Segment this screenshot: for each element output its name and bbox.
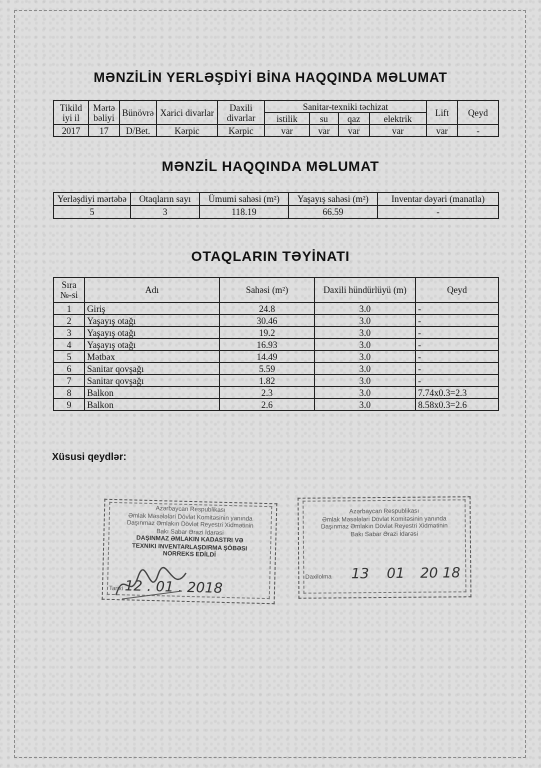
header-outer-walls: Xarici divarlar — [157, 101, 218, 125]
special-notes-label: Xüsusi qeydlər: — [52, 452, 127, 463]
header-inner-walls: Daxili divarlar — [218, 101, 265, 125]
stamp-left-line6: TEXNIKI INVENTARLAŞDIRMA ŞÖBƏSI — [131, 541, 248, 553]
header-basement: Bünövrə — [120, 101, 157, 125]
header-electric: elektrik — [369, 113, 426, 125]
cell-basement: D/Bet. — [120, 125, 157, 137]
stamp-right-day: 13 — [351, 565, 370, 582]
cell-name: Yaşayış otağı — [85, 327, 220, 339]
cell-lift: var — [427, 125, 458, 137]
cell-area: 16.93 — [220, 339, 315, 351]
cell-area: 14.49 — [220, 351, 315, 363]
building-info-table — [53, 100, 499, 137]
cell-inner-walls: Kərpic — [218, 125, 265, 137]
apartment-info-table — [53, 192, 499, 219]
cell-year: 2017 — [54, 125, 89, 137]
cell-name: Balkon — [85, 387, 220, 399]
stamp-left-line5: DAŞINMAZ ƏMLAKIN KADASTRI VƏ — [136, 534, 244, 545]
table-row — [54, 125, 499, 137]
table-row — [54, 206, 499, 219]
header-heating: istilik — [265, 113, 310, 125]
cell-heating: var — [265, 125, 310, 137]
cell-note: - — [416, 339, 499, 351]
signature-mark — [112, 565, 192, 605]
table-row — [54, 399, 499, 411]
cell-note: - — [416, 303, 499, 315]
cell-no: 5 — [54, 351, 85, 363]
cell-name: Balkon — [85, 399, 220, 411]
cell-height: 3.0 — [315, 375, 416, 387]
cell-water: var — [309, 125, 338, 137]
cell-name: Giriş — [85, 303, 220, 315]
header-sanitary: Sanitar-texniki təchizat — [265, 101, 427, 113]
apartment-info-title: MƏNZİL HAQQINDA MƏLUMAT — [161, 158, 380, 174]
cell-electric: var — [369, 125, 426, 137]
header-floor: Yerləşdiyi mərtəbə — [54, 193, 131, 206]
cell-area: 2.6 — [220, 399, 315, 411]
header-total-area: Ümumi sahəsi (m²) — [200, 193, 289, 206]
registry-stamp-right — [298, 496, 472, 599]
cell-area: 19.2 — [220, 327, 315, 339]
building-info-title: MƏNZİLİN YERLƏŞDİYİ BİNA HAQQINDA MƏLUMAT — [93, 70, 448, 85]
cell-area: 24.8 — [220, 303, 315, 315]
cell-name: Mətbəx — [85, 351, 220, 363]
cell-note: - — [458, 125, 499, 137]
header-note: Qeyd — [416, 278, 499, 303]
cell-name: Sanitar qovşağı — [85, 375, 220, 387]
cell-height: 3.0 — [315, 363, 416, 375]
cell-note: - — [416, 315, 499, 327]
cell-area: 5.59 — [220, 363, 315, 375]
header-water: su — [309, 113, 338, 125]
stamp-right-month: 01 — [386, 565, 405, 582]
cell-height: 3.0 — [315, 351, 416, 363]
cell-area: 1.82 — [220, 375, 315, 387]
cell-height: 3.0 — [315, 399, 416, 411]
cell-note: - — [416, 327, 499, 339]
cell-note: 7.74x0.3=2.3 — [416, 387, 499, 399]
cell-name: Yaşayış otağı — [85, 315, 220, 327]
rooms-purpose-title: OTAQLARIN TƏYİNATI — [191, 248, 350, 264]
table-row — [54, 363, 499, 375]
cell-no: 3 — [54, 327, 85, 339]
rooms-table — [53, 277, 499, 411]
cell-height: 3.0 — [315, 315, 416, 327]
table-row — [54, 387, 499, 399]
table-row — [54, 351, 499, 363]
table-row — [54, 327, 499, 339]
cell-gas: var — [338, 125, 369, 137]
stamp-right-line4: Bakı Sabar Ərazi İdarəsi — [350, 530, 419, 538]
stamp-left-line2: Əmlak Məsələləri Dövlət Komitəsinin yanında — [128, 511, 253, 523]
cell-no: 9 — [54, 399, 85, 411]
header-area: Sahəsi (m²) — [220, 278, 315, 303]
table-row — [54, 303, 499, 315]
cell-area: 2.3 — [220, 387, 315, 399]
stamp-right-line3: Daşınmaz Əmlakın Dövlət Reyestri Xidmətinin — [320, 522, 448, 531]
header-year: Tikild iyi il — [54, 101, 89, 125]
header-lift: Lift — [427, 101, 458, 125]
table-row — [54, 315, 499, 327]
stamp-left-date-label: Tarixi — [108, 585, 124, 592]
stamp-left-line3: Daşınmaz Əmlakın Dövlət Reyestri Xidmətinin — [126, 519, 254, 530]
cell-no: 4 — [54, 339, 85, 351]
cell-no: 1 — [54, 303, 85, 315]
cell-area: 30.46 — [220, 315, 315, 327]
cell-no: 2 — [54, 315, 85, 327]
table-row — [54, 339, 499, 351]
stamp-right-year: 20 18 — [420, 564, 461, 582]
cell-height: 3.0 — [315, 387, 416, 399]
table-row — [54, 375, 499, 387]
header-rooms: Otaqların sayı — [131, 193, 200, 206]
cell-floor: 5 — [54, 206, 131, 219]
stamp-left-line4: Bakı Sabar Ərazi İdarəsi — [156, 527, 224, 537]
cell-note: 8.58x0.3=2.6 — [416, 399, 499, 411]
stamp-left-line7: NORREKS EDİLDİ — [162, 550, 216, 559]
header-no: Sıra №-si — [54, 278, 85, 303]
stamp-right-line1: Azərbaycan Respublikası — [349, 507, 420, 516]
cell-no: 7 — [54, 375, 85, 387]
cell-no: 6 — [54, 363, 85, 375]
stamp-right-line2: Əmlak Məsələləri Dövlət Komitəsinin yanında — [322, 514, 447, 524]
cell-note: - — [416, 363, 499, 375]
cell-height: 3.0 — [315, 339, 416, 351]
cell-total-area: 118.19 — [200, 206, 289, 219]
header-gas: qaz — [338, 113, 369, 125]
cell-living-area: 66.59 — [289, 206, 378, 219]
cell-note: - — [416, 375, 499, 387]
cell-note: - — [416, 351, 499, 363]
stamp-left-date: 12 . 01 . 2018 — [124, 577, 223, 597]
stamp-right-date-label: Daxilolma — [305, 573, 332, 581]
header-floors: Mərtə bəliyi — [89, 101, 120, 125]
cell-height: 3.0 — [315, 327, 416, 339]
cell-floors: 17 — [89, 125, 120, 137]
cell-name: Yaşayış otağı — [85, 339, 220, 351]
header-note: Qeyd — [458, 101, 499, 125]
header-living-area: Yaşayış sahəsi (m²) — [289, 193, 378, 206]
header-name: Adı — [85, 278, 220, 303]
stamp-left-line1: Azərbaycan Respublikası — [155, 505, 226, 514]
header-height: Daxili hündürlüyü (m) — [315, 278, 416, 303]
cell-height: 3.0 — [315, 303, 416, 315]
cell-inventory: - — [378, 206, 499, 219]
cell-outer-walls: Kərpic — [157, 125, 218, 137]
cell-name: Sanitar qovşağı — [85, 363, 220, 375]
header-inventory: Inventar dəyəri (manatla) — [378, 193, 499, 206]
cell-rooms: 3 — [131, 206, 200, 219]
cell-no: 8 — [54, 387, 85, 399]
